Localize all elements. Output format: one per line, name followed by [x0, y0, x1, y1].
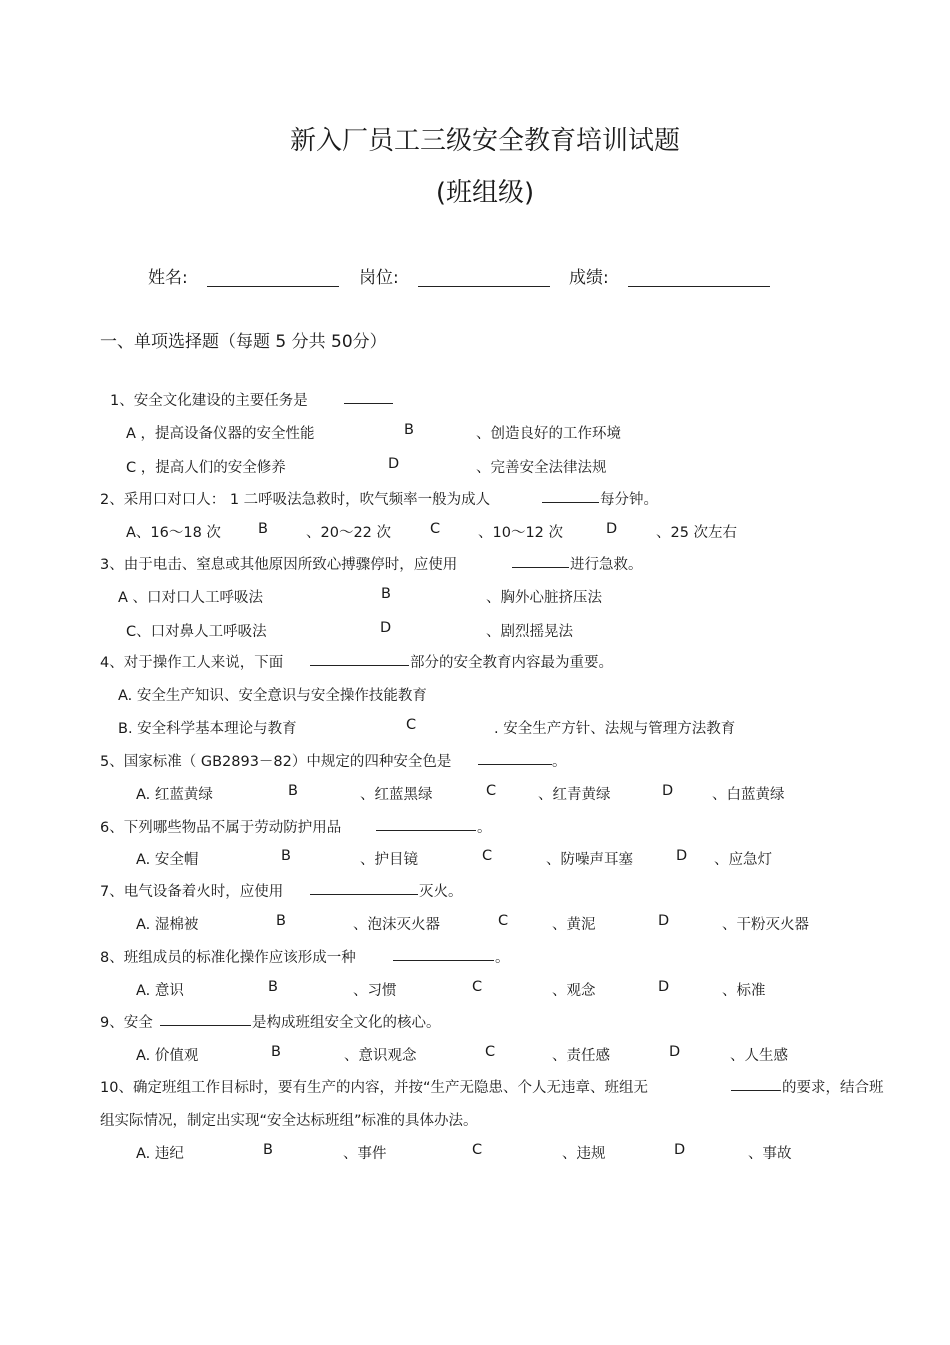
question-stem-tail: 部分的安全教育内容最为重要。: [410, 655, 613, 671]
answer-blank[interactable]: [344, 389, 393, 408]
option-b[interactable]: 、创造良好的工作环境: [476, 426, 621, 442]
option-c-letter: C: [486, 783, 497, 799]
option-c-letter: C: [472, 1142, 483, 1158]
answer-blank[interactable]: [376, 816, 476, 835]
question-stem-tail: 每分钟。: [600, 492, 658, 508]
question-stem: 8、班组成员的标准化操作应该形成一种: [100, 950, 356, 966]
question-stem: 4、对于操作工人来说，下面: [100, 655, 284, 671]
option-a[interactable]: A ，提高设备仪器的安全性能: [126, 426, 315, 442]
answer-blank[interactable]: [310, 880, 418, 899]
option-d[interactable]: 、应急灯: [714, 852, 772, 868]
page-subtitle: (班组级): [435, 178, 535, 208]
post-label: 岗位:: [359, 268, 399, 288]
answer-blank[interactable]: [160, 1011, 251, 1030]
option-a[interactable]: A. 安全帽: [136, 852, 199, 868]
option-d-letter: D: [676, 848, 688, 864]
option-d-letter: D: [669, 1044, 681, 1060]
option-c[interactable]: C ，提高人们的安全修养: [126, 460, 286, 476]
question-stem: 10、确定班组工作目标时，要有生产的内容，并按“生产无隐患、个人无违章、班组无: [100, 1080, 648, 1096]
option-a[interactable]: A. 湿棉被: [136, 917, 199, 933]
score-label: 成绩:: [569, 268, 609, 288]
option-b-letter: B: [268, 979, 278, 995]
option-b-letter: B: [263, 1142, 273, 1158]
question-stem-tail: 是构成班组安全文化的核心。: [252, 1015, 441, 1031]
option-c[interactable]: 、红青黄绿: [538, 787, 611, 803]
option-b[interactable]: B. 安全科学基本理论与教育: [118, 721, 297, 737]
option-d[interactable]: 、白蓝黄绿: [712, 787, 785, 803]
option-b[interactable]: 、意识观念: [344, 1048, 417, 1064]
option-c[interactable]: . 安全生产方针、法规与管理方法教育: [494, 721, 736, 737]
option-d[interactable]: 、剧烈摇晃法: [486, 624, 573, 640]
option-c[interactable]: 、黄泥: [552, 917, 596, 933]
option-d[interactable]: 、干粉灭火器: [722, 917, 809, 933]
page-title: 新入厂员工三级安全教育培训试题: [289, 126, 680, 156]
question-stem-continued: 组实际情况，制定出实现“安全达标班组”标准的具体办法。: [100, 1113, 478, 1129]
question-stem-tail: 灭火。: [419, 884, 463, 900]
option-a[interactable]: A. 安全生产知识、安全意识与安全操作技能教育: [118, 688, 427, 704]
question-stem: 7、电气设备着火时，应使用: [100, 884, 284, 900]
option-b-letter: B: [288, 783, 298, 799]
answer-blank[interactable]: [731, 1076, 781, 1095]
option-d-letter: D: [380, 620, 392, 636]
option-d[interactable]: 、25 次左右: [656, 525, 738, 541]
question-stem-tail: 进行急救。: [570, 557, 643, 573]
option-c-letter: C: [406, 717, 417, 733]
option-c[interactable]: 、责任感: [552, 1048, 610, 1064]
option-a[interactable]: A. 红蓝黄绿: [136, 787, 213, 803]
question-stem-tail: 。: [552, 754, 567, 770]
option-d[interactable]: 、完善安全法律法规: [476, 460, 607, 476]
option-b-letter: B: [381, 586, 391, 602]
option-b-letter: B: [276, 913, 286, 929]
question-stem-tail: 的要求，结合班: [782, 1080, 884, 1096]
answer-blank[interactable]: [393, 946, 494, 965]
option-b-letter: B: [404, 422, 414, 438]
question-stem: 2、采用口对口人： 1 二呼吸法急救时，吹气频率一般为成人: [100, 492, 491, 508]
option-b-letter: B: [271, 1044, 281, 1060]
score-field[interactable]: [628, 268, 770, 292]
answer-blank[interactable]: [310, 651, 409, 670]
option-d-letter: D: [658, 913, 670, 929]
option-b[interactable]: 、泡沫灭火器: [353, 917, 440, 933]
option-c-letter: C: [485, 1044, 496, 1060]
answer-blank[interactable]: [542, 488, 599, 507]
answer-blank[interactable]: [512, 553, 569, 572]
option-a[interactable]: A. 违纪: [136, 1146, 184, 1162]
post-field[interactable]: [418, 268, 550, 292]
option-c-letter: C: [482, 848, 493, 864]
option-c-letter: C: [472, 979, 483, 995]
option-a[interactable]: A. 意识: [136, 983, 184, 999]
option-d-letter: D: [658, 979, 670, 995]
option-c-letter: C: [498, 913, 509, 929]
option-b[interactable]: 、习惯: [353, 983, 397, 999]
option-b[interactable]: 、事件: [343, 1146, 387, 1162]
option-d[interactable]: 、人生感: [730, 1048, 788, 1064]
option-c[interactable]: 、违规: [562, 1146, 606, 1162]
option-a[interactable]: A. 价值观: [136, 1048, 199, 1064]
option-a[interactable]: A、16～18 次: [126, 525, 221, 541]
option-d-letter: D: [606, 521, 618, 537]
option-d-letter: D: [662, 783, 674, 799]
option-b[interactable]: 、红蓝黑绿: [360, 787, 433, 803]
option-b-letter: B: [281, 848, 291, 864]
option-c[interactable]: 、10～12 次: [478, 525, 564, 541]
option-b[interactable]: 、胸外心脏挤压法: [486, 590, 602, 606]
question-stem-tail: 。: [477, 820, 492, 836]
section-heading: 一、单项选择题（每题 5 分共 50分）: [100, 332, 387, 352]
option-d[interactable]: 、事故: [748, 1146, 792, 1162]
question-stem: 3、由于电击、窒息或其他原因所致心搏骤停时，应使用: [100, 557, 458, 573]
option-c-letter: C: [430, 521, 441, 537]
question-stem: 9、安全: [100, 1015, 153, 1031]
option-c[interactable]: 、观念: [552, 983, 596, 999]
option-c[interactable]: C、口对鼻人工呼吸法: [126, 624, 267, 640]
question-stem: 6、下列哪些物品不属于劳动防护用品: [100, 820, 342, 836]
option-b-letter: B: [258, 521, 268, 537]
question-stem-tail: 。: [495, 950, 510, 966]
name-label: 姓名:: [148, 268, 188, 288]
question-stem: 5、国家标准（ GB2893－82）中规定的四种安全色是: [100, 754, 452, 770]
question-stem: 1、安全文化建设的主要任务是: [110, 393, 308, 409]
option-d-letter: D: [388, 456, 400, 472]
option-b[interactable]: 、护目镜: [360, 852, 418, 868]
option-a[interactable]: A 、口对口人工呼吸法: [118, 590, 264, 606]
option-b[interactable]: 、20～22 次: [306, 525, 392, 541]
name-field[interactable]: [207, 268, 339, 292]
answer-blank[interactable]: [478, 750, 552, 769]
option-d-letter: D: [674, 1142, 686, 1158]
option-c[interactable]: 、防噪声耳塞: [546, 852, 633, 868]
option-d[interactable]: 、标准: [722, 983, 766, 999]
